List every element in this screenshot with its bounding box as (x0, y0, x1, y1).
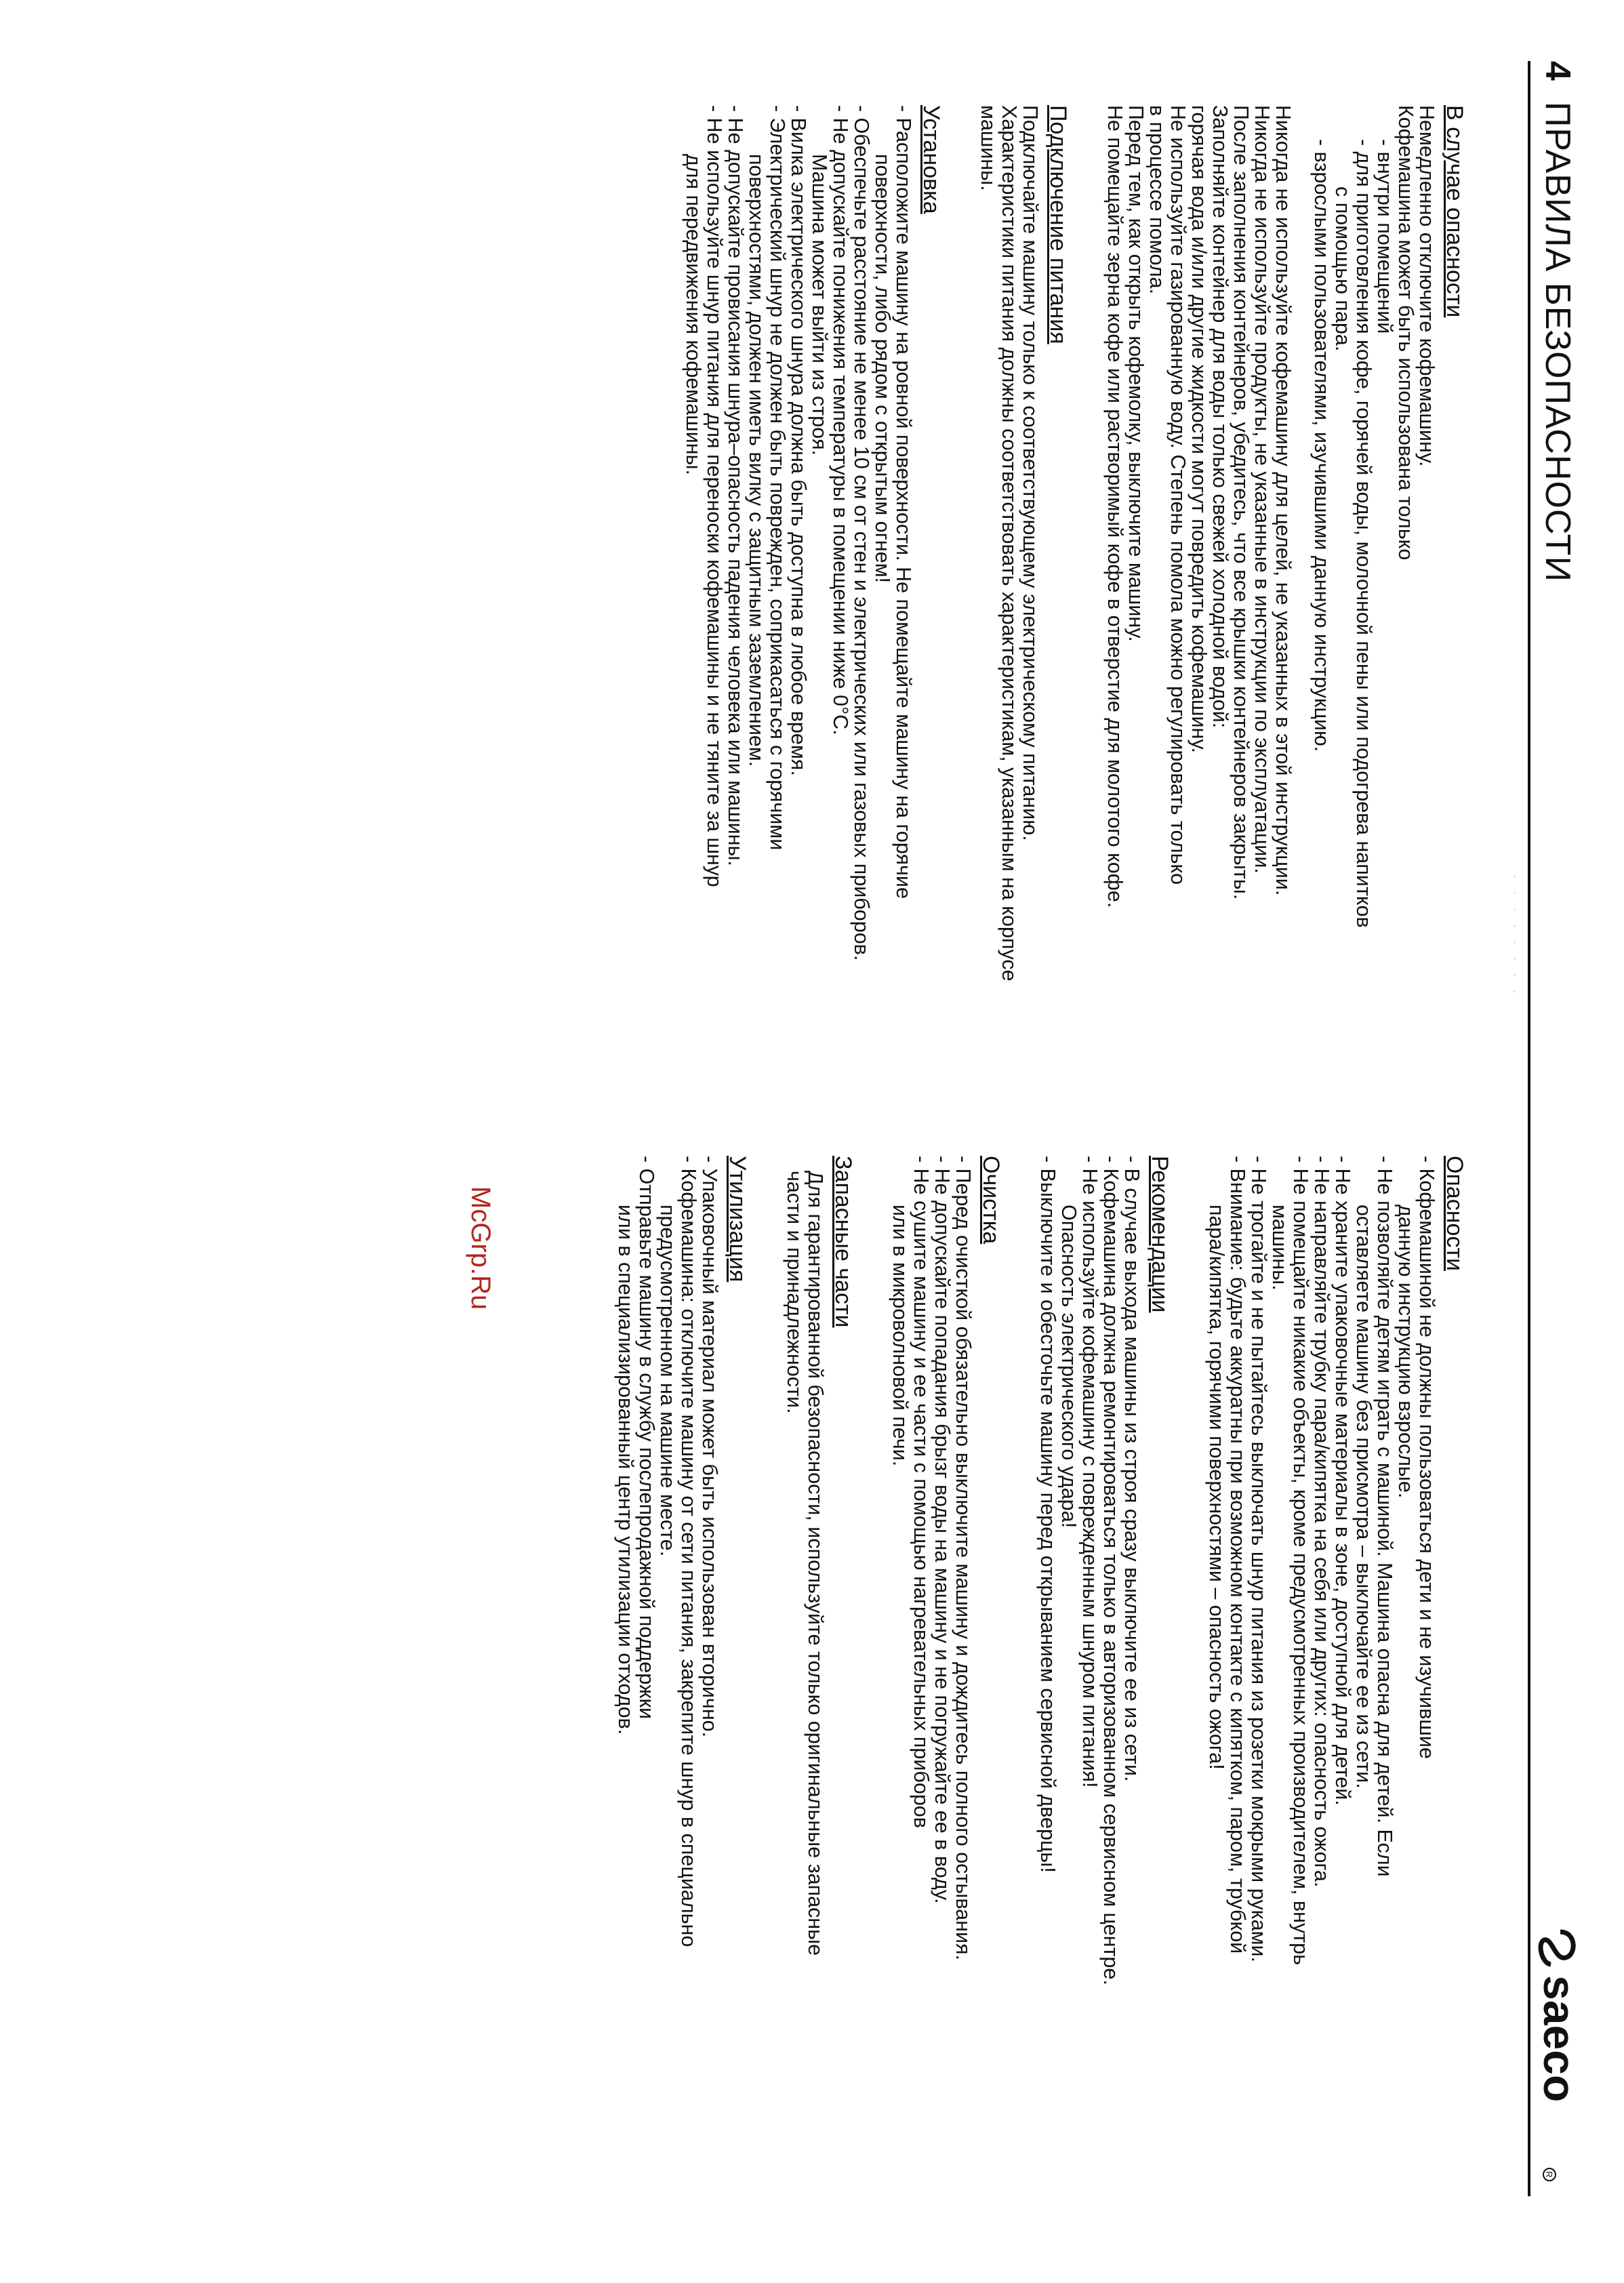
text-line: Перед тем, как открыть кофемолку, выключите машину. (1124, 105, 1148, 642)
list-item-continuation: оставляете машину без присмотра – выключайте ее из сети. (1352, 1205, 1375, 1789)
list-item: - Не допускайте понижения температуры в помещении ниже 0°C. (829, 105, 852, 735)
list-item: - Выключите и обесточьте машину перед открыванием сервисной дверцы! (1036, 1156, 1059, 1873)
text-line: Для гарантированной безопасности, используйте только оригинальные запасные (804, 1171, 827, 1956)
header-rule (1528, 61, 1530, 2196)
section-emergency (1104, 105, 1468, 1142)
saeco-logo (1535, 1925, 1586, 2183)
text-line: Подключайте машину только к соответствующему электрическому питанию. (1019, 105, 1042, 841)
list-item: - Не храните упаковочные материалы в зоне, доступной для детей. (1331, 1156, 1354, 1806)
text-line: части и принадлежности. (783, 1171, 806, 1414)
text-line: Кофемашина может быть использована только (1394, 105, 1417, 561)
section-title-power: Подключение питания (1045, 105, 1071, 344)
list-item-continuation: пара/кипятка, горячими поверхностями – опасность ожога! (1205, 1205, 1228, 1770)
section-title-disposal: Утилизация (725, 1156, 750, 1282)
list-item: - В случае выхода машины из строя сразу выключите ее из сети. (1120, 1156, 1143, 1782)
list-item: - для приготовления кофе, горячей воды, молочной пены или подогрева напитков (1352, 139, 1375, 928)
list-item: - внутри помещений (1373, 139, 1396, 334)
text-line: машины. (977, 105, 1000, 191)
list-item-continuation: машины. (1268, 1205, 1291, 1291)
section-cleaning (889, 1156, 1004, 2179)
section-spare-parts (784, 1156, 857, 2179)
list-item: - Не направляйте трубку пара/кипятка на себя или других: опасность ожога. (1310, 1156, 1333, 1888)
text-line: Характеристики питания должны соответствовать характеристикам, указанным на корпусе (998, 105, 1021, 982)
list-item: - Не используйте кофемашину с поврежденным шнуром питания! (1078, 1156, 1101, 1788)
list-item: - Не позволяйте детям играть с машиной. Машина опасна для детей. Если (1373, 1156, 1396, 1877)
section-title-recommendations: Рекомендации (1147, 1156, 1173, 1313)
list-item-continuation: Машина может выйти из строя. (808, 154, 831, 456)
scan-artifact: · · · · · · · · (1507, 874, 1522, 998)
svg-text:R: R (1544, 2171, 1554, 2178)
section-title-installation: Установка (918, 105, 944, 214)
list-item: - Электрический шнур не должен быть поврежден, соприкасаться с горячими (766, 105, 789, 851)
text-line: После заполнения контейнеров, убедитесь, что все крышки контейнеров закрыты. (1230, 105, 1253, 900)
section-title-cleaning: Очистка (978, 1156, 1004, 1245)
list-item-continuation: для передвижения кофемашины. (682, 154, 705, 475)
list-item: - Не используйте шнур питания для переноски кофемашины и не тяните за шнур (703, 105, 726, 887)
list-item-continuation: поверхности, либо рядом с открытым огнем! (871, 154, 894, 584)
section-power (977, 105, 1072, 1142)
right-column (582, 1156, 1468, 2179)
chapter-title: ПРАВИЛА БЕЗОПАСНОСТИ (1538, 102, 1577, 582)
list-item: - Кофемашиной не должны пользоваться дети и не изучившие (1415, 1156, 1438, 1759)
text-line: Не используйте газированную воду. Степень помола можно регулировать только (1166, 105, 1190, 885)
list-item: - Внимание: будьте аккуратны при возможном контакте с кипятком, паром, трубкой (1226, 1156, 1249, 1954)
list-item: - Обеспечьте расстояние не менее 10 см от стен и электрических или газовых приборов. (850, 105, 873, 961)
text-line: горячая вода и/или другие жидкости могут повредить кофемашину. (1187, 105, 1211, 754)
section-disposal (615, 1156, 751, 2179)
list-item: - Не помещайте никакие объекты, кроме предусмотренных производителем, внутрь (1289, 1156, 1312, 1966)
list-item-continuation: поверхностями, должен иметь вилку с защитным заземлением. (745, 154, 768, 767)
list-item: - Кофемашина должна ремонтироваться только в авторизованном сервисном центре. (1099, 1156, 1122, 1985)
list-item: - взрослыми пользователями, изучившими данную инструкцию. (1310, 139, 1333, 752)
text-line: в процессе помола. (1145, 105, 1169, 295)
section-recommendations (1037, 1156, 1173, 2179)
text-line: Немедленно отключите кофемашину. (1415, 105, 1438, 467)
list-item: - Кофемашина: отключите машину от сети питания, закрепите шнур в специально (677, 1156, 700, 1947)
section-installation (683, 105, 945, 1142)
section-title-dangers: Опасности (1442, 1156, 1467, 1272)
list-item: - Отправьте машину в службу послепродажной поддержки (635, 1156, 658, 1719)
page-number: 4 (1538, 61, 1577, 81)
text-line: Никогда не используйте продукты, не указанные в инструкции по эксплуатации. (1251, 105, 1274, 874)
list-item-continuation: предусмотренном на машине месте. (656, 1205, 679, 1557)
list-item: - Не допускайте провисания шнура–опасность падения человека или машины. (724, 105, 747, 866)
list-item-continuation: Опасность электрического удара! (1057, 1205, 1080, 1529)
list-item: - Упаковочный материал может быть использован вторично. (698, 1156, 721, 1738)
list-item-continuation: или в микроволновой печи. (889, 1205, 912, 1467)
section-title-emergency: В случае опасности (1442, 105, 1467, 318)
text-line: Не помещайте зерна кофе или растворимый кофе в отверстие для молотого кофе. (1103, 105, 1126, 908)
section-dangers (1206, 1156, 1468, 2179)
text-line: Никогда не используйте кофемашину для целей, не указанных в этой инструкции. (1272, 105, 1295, 896)
page-header (1509, 61, 1597, 2196)
list-item-continuation: или в специализированный центр утилизации отходов. (614, 1205, 637, 1735)
list-item-continuation: данную инструкцию взрослые. (1394, 1205, 1417, 1499)
section-title-spare-parts: Запасные части (830, 1156, 856, 1328)
list-item: - Перед очисткой обязательно выключите машину и дождитесь полного остывания. (952, 1156, 975, 1961)
left-column (650, 105, 1468, 1142)
list-item-continuation: с помощью пара. (1331, 186, 1354, 352)
brand-wordmark: saeco (1535, 1975, 1585, 2103)
watermark-text: McGrp.Ru (466, 1186, 495, 1310)
text-line: Заполняйте контейнер для воды только свежей холодной водой: (1209, 105, 1232, 729)
list-item: - Вилка электрического шнура должна быть доступна в любое время. (787, 105, 810, 776)
list-item: - Не сушите машину и ее части с помощью нагревательных приборов (910, 1156, 933, 1828)
list-item: - Не трогайте и не пытайтесь выключать шнур питания из розетки мокрыми руками. (1247, 1156, 1270, 1963)
list-item: - Не допускайте попадания брызг воды на машину и не погружайте ее в воду. (931, 1156, 954, 1904)
list-item: - Расположите машину на ровной поверхности. Не помещайте машину на горячие (892, 105, 915, 899)
